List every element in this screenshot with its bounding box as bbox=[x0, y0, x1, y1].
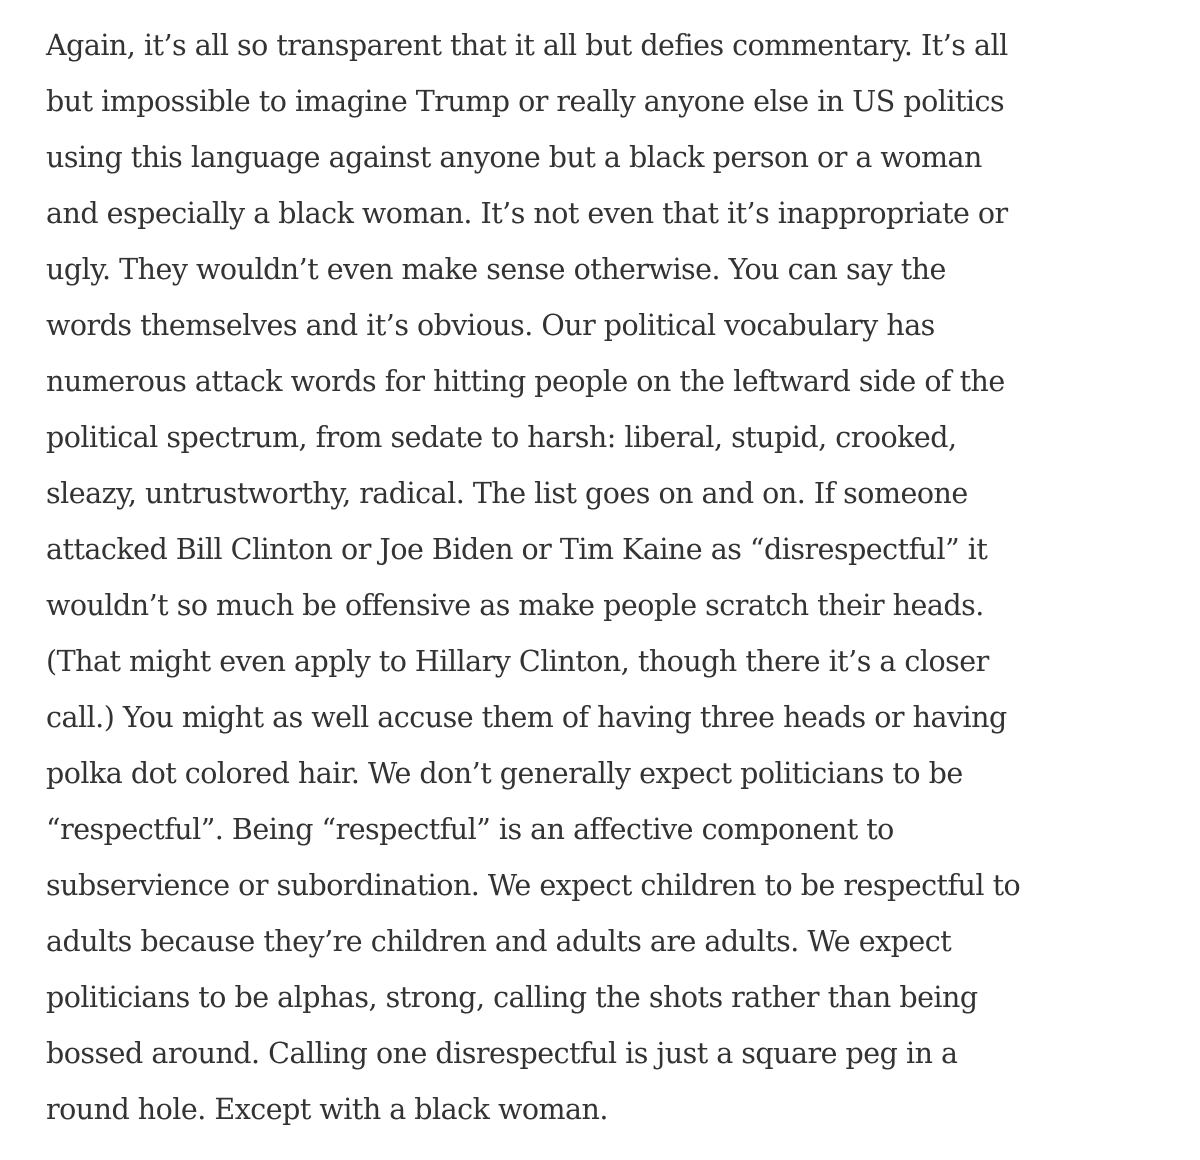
paragraph-line-14: polka dot colored hair. We don’t generally expect politicians to be bbox=[46, 757, 963, 790]
article-paragraph bbox=[46, 18, 1156, 1138]
paragraph-line-10: attacked Bill Clinton or Joe Biden or Tim Kaine as “disrespectful” it bbox=[46, 533, 988, 566]
paragraph-line-1: Again, it’s all so transparent that it all but defies commentary. It’s all bbox=[46, 29, 1008, 62]
paragraph-line-17: adults because they’re children and adults are adults. We expect bbox=[46, 925, 952, 958]
paragraph-line-5: ugly. They wouldn’t even make sense otherwise. You can say the bbox=[46, 253, 946, 286]
paragraph-line-12: (That might even apply to Hillary Clinton, though there it’s a closer bbox=[46, 645, 989, 678]
paragraph-line-7: numerous attack words for hitting people on the leftward side of the bbox=[46, 365, 1005, 398]
paragraph-line-2: but impossible to imagine Trump or really anyone else in US politics bbox=[46, 85, 1005, 118]
paragraph-line-15: “respectful”. Being “respectful” is an affective component to bbox=[46, 813, 894, 846]
paragraph-line-18: politicians to be alphas, strong, calling the shots rather than being bbox=[46, 981, 978, 1014]
paragraph-line-4: and especially a black woman. It’s not even that it’s inappropriate or bbox=[46, 197, 1008, 230]
paragraph-line-13: call.) You might as well accuse them of having three heads or having bbox=[46, 701, 1007, 734]
paragraph-line-6: words themselves and it’s obvious. Our political vocabulary has bbox=[46, 309, 935, 342]
paragraph-line-20: round hole. Except with a black woman. bbox=[46, 1093, 608, 1126]
paragraph-line-19: bossed around. Calling one disrespectful is just a square peg in a bbox=[46, 1037, 958, 1070]
paragraph-line-3: using this language against anyone but a black person or a woman bbox=[46, 141, 982, 174]
paragraph-line-9: sleazy, untrustworthy, radical. The list goes on and on. If someone bbox=[46, 477, 968, 510]
paragraph-line-8: political spectrum, from sedate to harsh: liberal, stupid, crooked, bbox=[46, 421, 957, 454]
paragraph-line-16: subservience or subordination. We expect children to be respectful to bbox=[46, 869, 1021, 902]
paragraph-line-11: wouldn’t so much be offensive as make people scratch their heads. bbox=[46, 589, 984, 622]
